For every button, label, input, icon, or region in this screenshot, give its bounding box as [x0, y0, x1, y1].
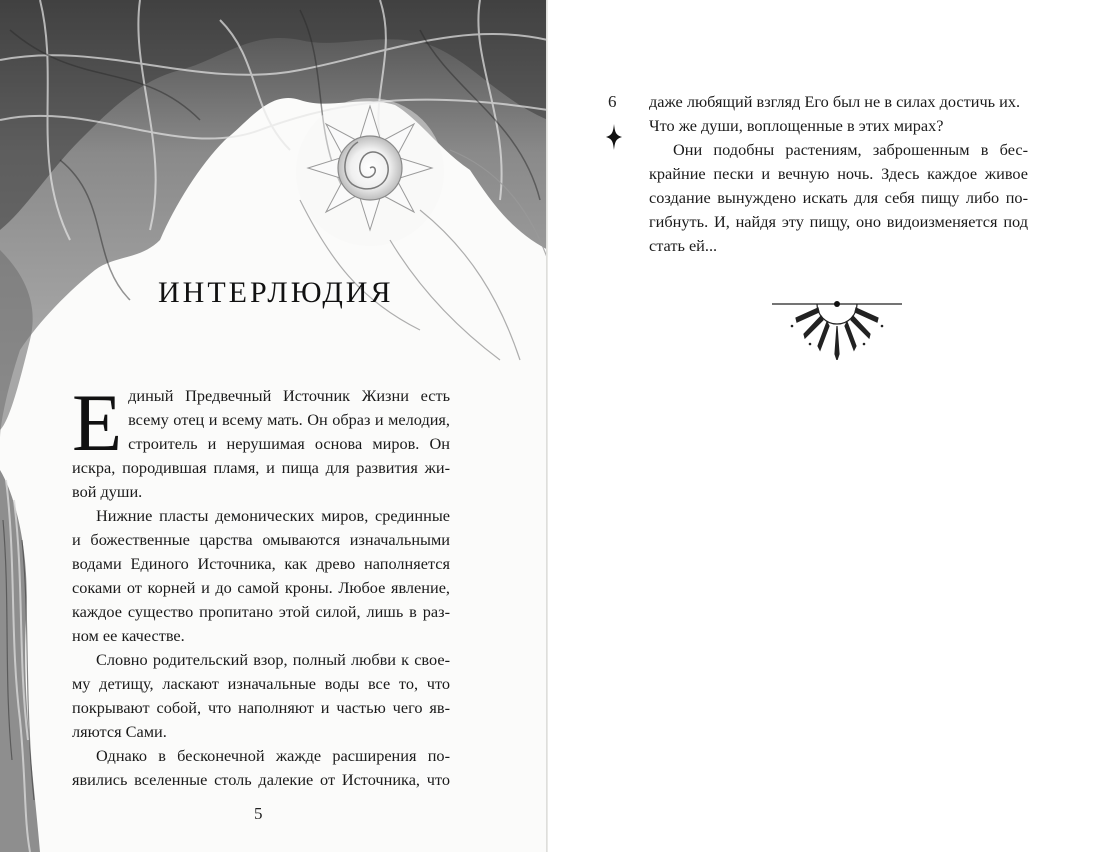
text-line: диный Предвечный Источник Жизни есть	[128, 386, 450, 405]
text-line: строитель и нерушимая основа миров. Он	[128, 434, 450, 453]
text-line: Словно родительский взор, полный любви к свое-	[96, 650, 450, 669]
text-line: Что же души, воплощенные в этих мирах?	[649, 116, 944, 135]
dropcap: Е	[72, 377, 123, 468]
text-line: каждое существо пропитано этой силой, лишь в раз-	[72, 602, 450, 621]
chapter-title: ИНТЕРЛЮДИЯ	[158, 276, 394, 309]
text-line: крайние пески и вечную ночь. Здесь каждое живое	[649, 164, 1028, 183]
page-number-left: 5	[254, 804, 263, 823]
text-line: соками от корней и до самой кроны. Любое явление,	[72, 578, 450, 597]
text-line: Нижние пласты демонических миров, срединные	[96, 506, 450, 525]
text-line: водами Единого Источника, как древо наполняется	[72, 554, 450, 573]
text-line: явились вселенные столь далекие от Источника, что	[72, 770, 450, 789]
text-line: гибнуть. И, найдя эту пищу, оно видоизменяется под	[649, 212, 1028, 231]
text-line: всему отец и всему мать. Он образ и мелодия,	[128, 410, 450, 429]
page-number-right: 6	[608, 92, 617, 111]
text-line: му детищу, ласкают изначальные воды все то, что	[72, 674, 450, 693]
text-line: покрывают собой, что наполняют и частью чего яв-	[72, 698, 450, 717]
text-line: и божественные царства омываются изначальными	[72, 530, 450, 549]
text-line: стать ей...	[649, 236, 718, 255]
text-line: даже любящий взгляд Его был не в силах достичь их.	[649, 92, 1021, 111]
left-page-text	[72, 377, 450, 792]
sun-ornament-icon	[772, 296, 902, 360]
text-line: вой души.	[72, 482, 143, 501]
text-line: ляются Сами.	[72, 722, 167, 741]
text-line: Однако в бесконечной жажде расширения по-	[96, 746, 450, 765]
text-line: Они подобны растениям, заброшенным в бес-	[673, 140, 1028, 159]
text-line: искра, породившая пламя, и пища для развития жи-	[72, 458, 450, 477]
text-line: ном ее качестве.	[72, 626, 185, 645]
text-line: создание вынуждено искать для себя пищу либо по-	[649, 188, 1028, 207]
right-page-text	[649, 90, 1028, 258]
four-point-star-icon	[606, 124, 622, 150]
